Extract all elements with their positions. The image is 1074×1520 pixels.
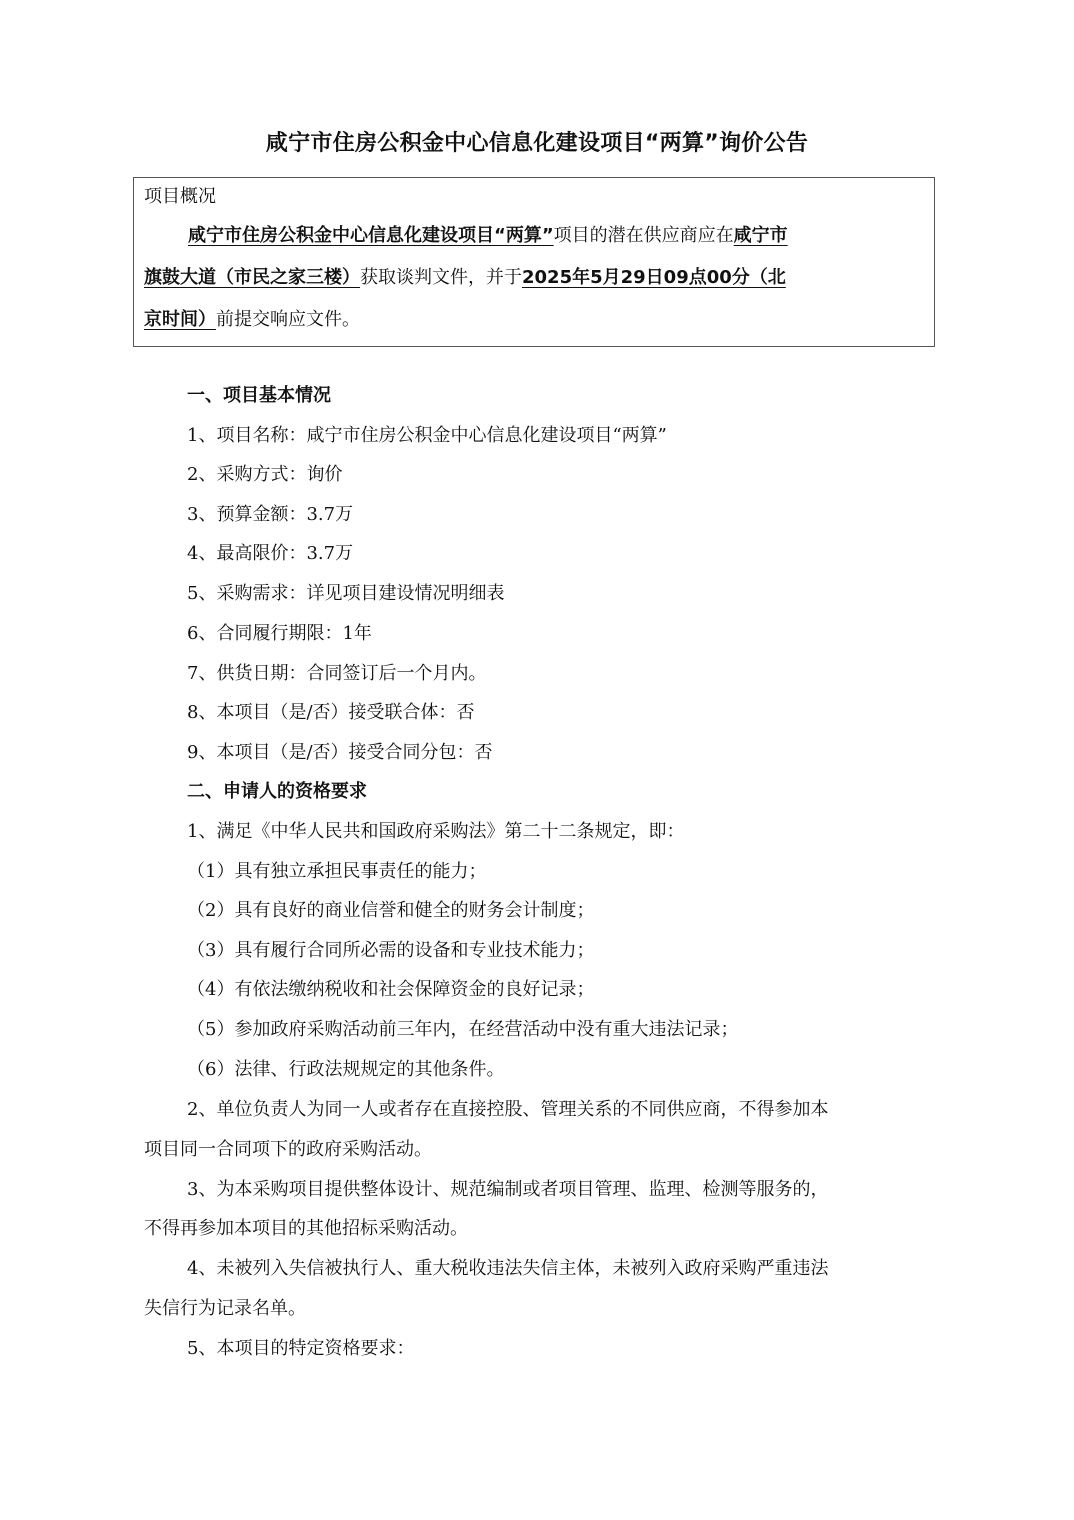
section1-item: 4、最高限价：3.7万 bbox=[187, 543, 354, 564]
page-title: 咸宁市住房公积金中心信息化建设项目“两算”询价公告 bbox=[265, 131, 809, 156]
section2-sub-item: （1）具有独立承担民事责任的能力； bbox=[187, 861, 487, 882]
section2-item-4-line-2: 失信行为记录名单。 bbox=[144, 1298, 306, 1319]
section2-sub-item: （2）具有良好的商业信誉和健全的财务会计制度； bbox=[187, 900, 595, 921]
project-overview-box bbox=[133, 177, 935, 347]
section2-item-2-line-2: 项目同一合同项下的政府采购活动。 bbox=[144, 1139, 432, 1160]
overview-line-1 bbox=[188, 216, 788, 256]
section1-item: 2、采购方式：询价 bbox=[187, 464, 343, 485]
section1-heading: 一、项目基本情况 bbox=[187, 385, 331, 406]
overview-place-part2: 旗鼓大道（市民之家三楼） bbox=[144, 267, 360, 288]
section2-sub-item: （5）参加政府采购活动前三年内，在经营活动中没有重大违法记录； bbox=[187, 1019, 739, 1040]
section2-sub-item: （3）具有履行合同所必需的设备和专业技术能力； bbox=[187, 940, 595, 961]
section2-heading: 二、申请人的资格要求 bbox=[187, 781, 367, 802]
section1-item: 6、合同履行期限：1年 bbox=[187, 623, 372, 644]
section1-item: 8、本项目（是/否）接受联合体：否 bbox=[187, 702, 475, 723]
overview-text-3: 前提交响应文件。 bbox=[216, 309, 360, 330]
overview-deadline-part1: 2025年5月29日09点00分（北 bbox=[522, 267, 786, 288]
section1-item: 3、预算金额：3.7万 bbox=[187, 504, 354, 525]
overview-project-name: 咸宁市住房公积金中心信息化建设项目“两算” bbox=[188, 225, 554, 246]
section2-sub-item: （4）有依法缴纳税收和社会保障资金的良好记录； bbox=[187, 979, 595, 1000]
overview-deadline-part2: 京时间） bbox=[144, 309, 216, 330]
section2-item-4-line-1: 4、未被列入失信被执行人、重大税收违法失信主体，未被列入政府采购严重违法 bbox=[187, 1258, 829, 1279]
section2-item-3-line-2: 不得再参加本项目的其他招标采购活动。 bbox=[144, 1218, 468, 1239]
section2-item-3-line-1: 3、为本采购项目提供整体设计、规范编制或者项目管理、监理、检测等服务的， bbox=[187, 1179, 829, 1200]
overview-text-1: 项目的潜在供应商应在 bbox=[553, 225, 734, 246]
overview-text-2: 获取谈判文件，并于 bbox=[360, 267, 522, 288]
section1-item: 9、本项目（是/否）接受合同分包：否 bbox=[187, 742, 493, 763]
section1-item: 5、采购需求：详见项目建设情况明细表 bbox=[187, 583, 505, 604]
section1-item: 1、项目名称：咸宁市住房公积金中心信息化建设项目“两算” bbox=[187, 425, 667, 446]
overview-line-2 bbox=[144, 258, 786, 298]
overview-line-3 bbox=[144, 300, 360, 340]
section2-item-5: 5、本项目的特定资格要求： bbox=[187, 1338, 415, 1359]
section2-item-1: 1、满足《中华人民共和国政府采购法》第二十二条规定，即： bbox=[187, 821, 685, 842]
overview-place-part1: 咸宁市 bbox=[733, 225, 788, 246]
section1-item: 7、供货日期：合同签订后一个月内。 bbox=[187, 663, 487, 684]
overview-label: 项目概况 bbox=[144, 186, 216, 207]
section2-item-2-line-1: 2、单位负责人为同一人或者存在直接控股、管理关系的不同供应商，不得参加本 bbox=[187, 1099, 829, 1120]
section2-sub-item: （6）法律、行政法规规定的其他条件。 bbox=[187, 1059, 505, 1080]
